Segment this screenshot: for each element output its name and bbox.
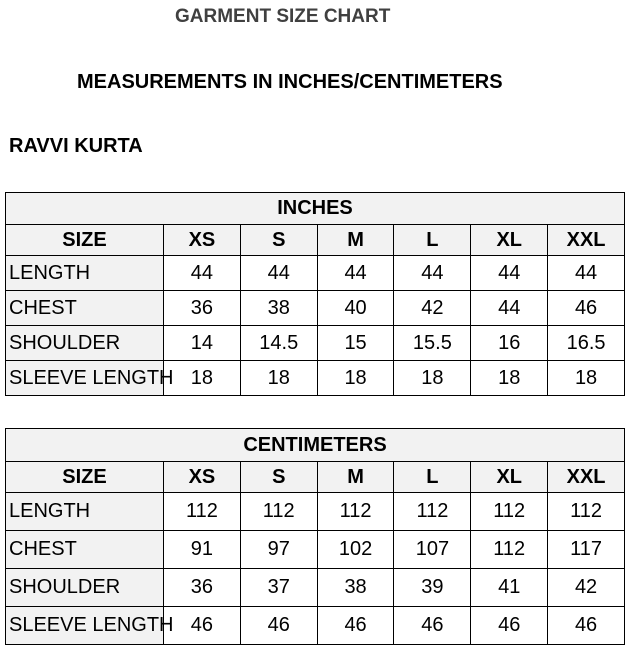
table-cell: 14.5 (240, 326, 317, 361)
table-cell: 39 (394, 569, 471, 607)
row-label: SLEEVE LENGTH (6, 361, 164, 396)
column-header: XS (164, 462, 241, 493)
table-cell: 18 (548, 361, 625, 396)
row-label: LENGTH (6, 493, 164, 531)
table-cell: 16.5 (548, 326, 625, 361)
table-row (6, 531, 625, 569)
column-header: XXL (548, 225, 625, 256)
table-cell: 112 (394, 493, 471, 531)
column-header: S (240, 225, 317, 256)
page-title: GARMENT SIZE CHART (175, 6, 391, 27)
table-row (6, 291, 625, 326)
row-label: SHOULDER (6, 569, 164, 607)
table-cell: 112 (164, 493, 241, 531)
table-cell: 46 (548, 607, 625, 645)
table-row (6, 256, 625, 291)
column-header-size: SIZE (6, 225, 164, 256)
table-cell: 36 (164, 291, 241, 326)
table-row (6, 493, 625, 531)
table-cell: 112 (471, 531, 548, 569)
table-row (6, 569, 625, 607)
table-cell: 46 (240, 607, 317, 645)
table-cell: 18 (317, 361, 394, 396)
column-header-size: SIZE (6, 462, 164, 493)
row-label: CHEST (6, 291, 164, 326)
inches-table (5, 192, 625, 396)
table-cell: 44 (471, 256, 548, 291)
table-cell: 18 (240, 361, 317, 396)
table-cell: 112 (471, 493, 548, 531)
table-cell: 18 (394, 361, 471, 396)
table-cell: 38 (240, 291, 317, 326)
table-cell: 42 (394, 291, 471, 326)
table-unit-header: CENTIMETERS (6, 429, 625, 462)
table-row (6, 326, 625, 361)
row-label: CHEST (6, 531, 164, 569)
table-cell: 44 (164, 256, 241, 291)
table-cell: 15 (317, 326, 394, 361)
table-cell: 44 (548, 256, 625, 291)
table-row (6, 361, 625, 396)
table-cell: 40 (317, 291, 394, 326)
table-cell: 36 (164, 569, 241, 607)
table-cell: 112 (317, 493, 394, 531)
table-cell: 46 (164, 607, 241, 645)
row-label: SHOULDER (6, 326, 164, 361)
table-cell: 16 (471, 326, 548, 361)
table-cell: 46 (548, 291, 625, 326)
column-header: XL (471, 225, 548, 256)
table-cell: 15.5 (394, 326, 471, 361)
column-header: XL (471, 462, 548, 493)
row-label: LENGTH (6, 256, 164, 291)
table-cell: 44 (471, 291, 548, 326)
table-cell: 44 (240, 256, 317, 291)
table-cell: 97 (240, 531, 317, 569)
table-cell: 38 (317, 569, 394, 607)
page-subtitle: MEASUREMENTS IN INCHES/CENTIMETERS (77, 71, 503, 93)
column-header: L (394, 462, 471, 493)
column-header: M (317, 462, 394, 493)
table-cell: 44 (394, 256, 471, 291)
table-cell: 91 (164, 531, 241, 569)
table-cell: 37 (240, 569, 317, 607)
table-row (6, 607, 625, 645)
table-cell: 117 (548, 531, 625, 569)
table-unit-header: INCHES (6, 193, 625, 225)
table-cell: 102 (317, 531, 394, 569)
row-label: SLEEVE LENGTH (6, 607, 164, 645)
table-cell: 112 (240, 493, 317, 531)
column-header: XS (164, 225, 241, 256)
table-cell: 107 (394, 531, 471, 569)
product-name: RAVVI KURTA (9, 135, 143, 157)
column-header: L (394, 225, 471, 256)
table-cell: 46 (471, 607, 548, 645)
table-cell: 46 (317, 607, 394, 645)
table-cell: 42 (548, 569, 625, 607)
table-cell: 41 (471, 569, 548, 607)
table-cell: 18 (164, 361, 241, 396)
centimeters-table (5, 428, 625, 645)
column-header: M (317, 225, 394, 256)
table-cell: 44 (317, 256, 394, 291)
column-header: S (240, 462, 317, 493)
column-header: XXL (548, 462, 625, 493)
table-cell: 18 (471, 361, 548, 396)
table-cell: 112 (548, 493, 625, 531)
table-cell: 46 (394, 607, 471, 645)
table-cell: 14 (164, 326, 241, 361)
